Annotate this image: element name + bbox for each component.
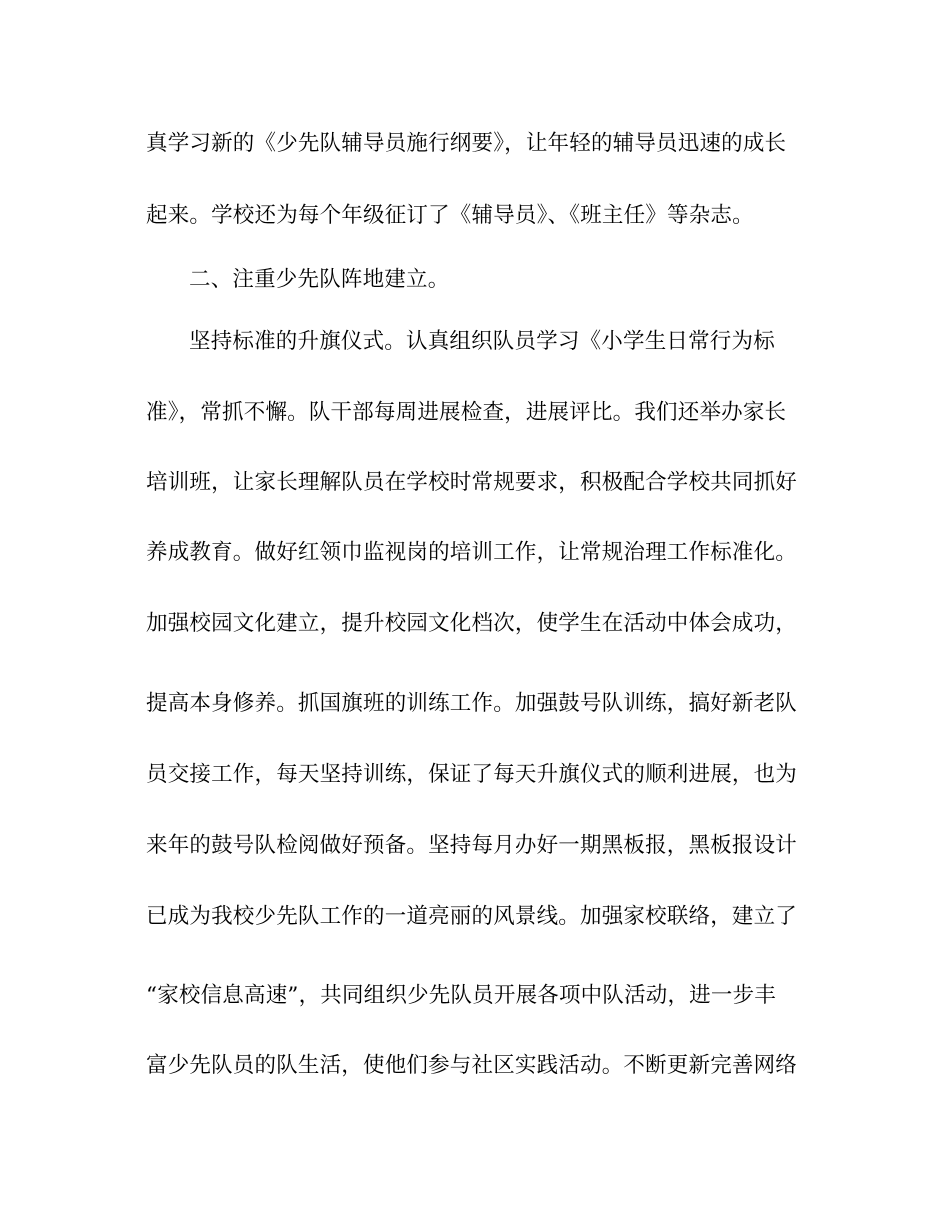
paragraph-line: 已成为我校少先队工作的一道亮丽的风景线。加强家校联络，建立了 <box>146 904 798 929</box>
paragraph-line: 培训班，让家长理解队员在学校时常规要求，积极配合学校共同抓好 <box>146 470 798 495</box>
paragraph-line: 坚持标准的升旗仪式。认真组织队员学习《小学生日常行为标 <box>189 329 775 354</box>
paragraph-line: 加强校园文化建立，提升校园文化档次，使学生在活动中体会成功， <box>146 611 798 636</box>
paragraph-line: 富少先队员的队生活，使他们参与社区实践活动。不断更新完善网络 <box>146 1053 798 1078</box>
paragraph-line: 员交接工作，每天坚持训练，保证了每天升旗仪式的顺利进展，也为 <box>146 762 798 787</box>
paragraph-line: 养成教育。做好红领巾监视岗的培训工作，让常规治理工作标准化。 <box>146 540 798 565</box>
paragraph-line: 起来。学校还为每个年级征订了《辅导员》、《班主任》等杂志。 <box>146 203 754 228</box>
paragraph-line: “家校信息高速”，共同组织少先队员开展各项中队活动，进一步丰 <box>146 983 776 1008</box>
paragraph-line: 准》，常抓不懈。队干部每周进展检查，进展评比。我们还举办家长 <box>146 400 787 425</box>
paragraph-line: 来年的鼓号队检阅做好预备。坚持每月办好一期黑板报，黑板报设计 <box>146 833 798 858</box>
paragraph-line: 提高本身修养。抓国旗班的训练工作。加强鼓号队训练，搞好新老队 <box>146 691 798 716</box>
section-heading: 二、注重少先队阵地建立。 <box>189 267 450 292</box>
paragraph-line: 真学习新的《少先队辅导员施行纲要》，让年轻的辅导员迅速的成长 <box>146 131 787 156</box>
